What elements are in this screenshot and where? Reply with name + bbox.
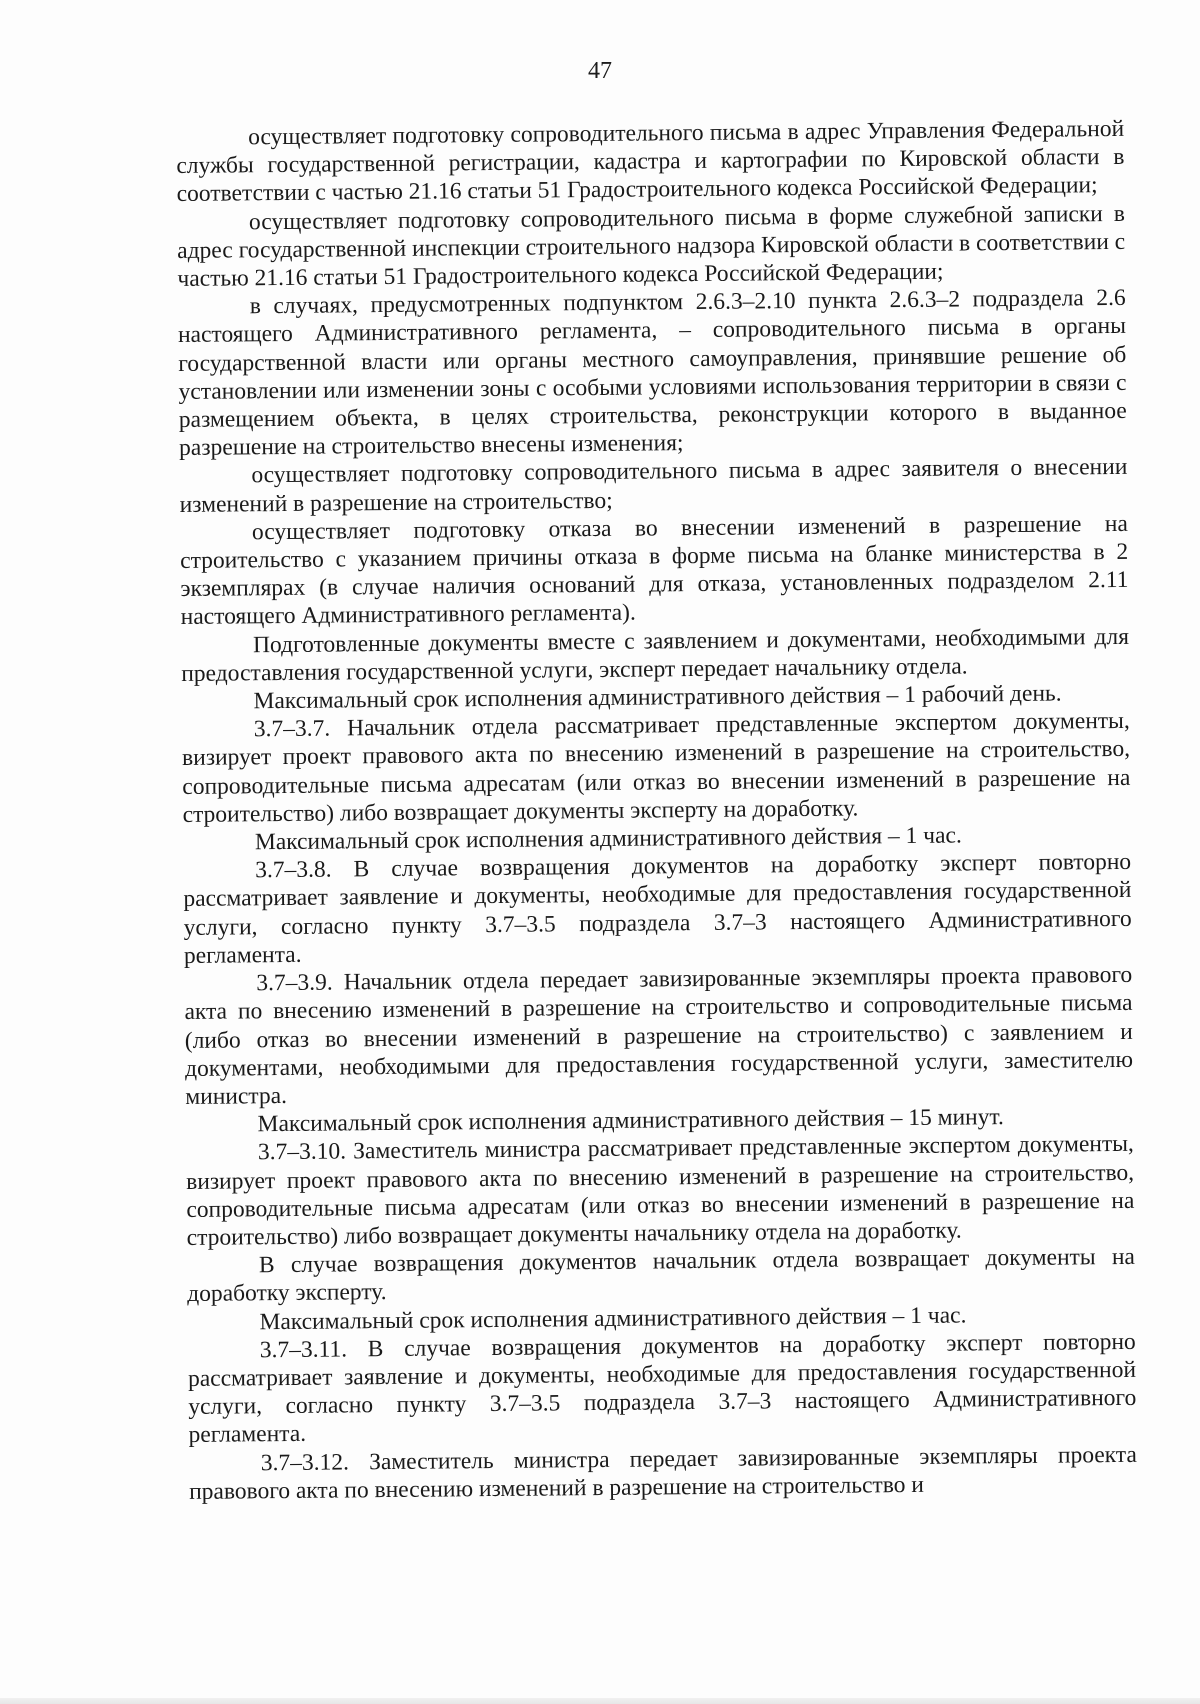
scan-bottom-edge <box>0 1698 1200 1704</box>
paragraph: 3.7–3.8. В случае возвращения документов на доработку эксперт повторно рассматривает заявление и документы, необходимые для предоставления государственной услуги, согласно пункту 3.7–3.5 подраздела 3.7–3 настоящего Административного регламента. <box>183 849 1132 969</box>
page-number: 47 <box>588 58 612 84</box>
paragraph: Максимальный срок исполнения административного действия – 1 час. <box>259 1301 967 1335</box>
paragraph: 3.7–3.10. Заместитель министра рассматривает представленные экспертом документы, визирует проект правового акта по внесению изменений в разрешение на строительство, сопроводительные письма адресатам (или отказ во внесении изменений в разрешение на строительство) либо возвращает документы начальнику отдела на доработку. <box>186 1131 1135 1251</box>
paragraph: в случаях, предусмотренных подпунктом 2.6.3–2.10 пункта 2.6.3–2 подраздела 2.6 настоящего Административного регламента, – сопроводительного письма в органы государственной власти или органы местного самоуправления, принявшие решение об установлении или изменении зоны с особыми условиями использования территории в связи с размещением объекта, в целях строительства, реконструкции которого в выданное разрешение на строительство внесены изменения; <box>177 285 1127 462</box>
paragraph: 3.7–3.9. Начальник отдела передает завизированные экземпляры проекта правового акта по внесению изменений в разрешение на строительство и сопроводительные письма (либо отказ во внесении изменений в разрешение на строительство) с заявлением и документами, необходимыми для предоставления государственной услуги, заместителю министра. <box>184 961 1134 1110</box>
paragraph: осуществляет подготовку сопроводительного письма в форме служебной записки в адрес государственной инспекции строительного надзора Кировской области в соответствии с частью 21.16 статьи 51 Градостроительного кодекса Российской Федерации; <box>177 200 1126 293</box>
paragraph: Максимальный срок исполнения административного действия – 1 час. <box>254 822 962 856</box>
paragraph: Максимальный срок исполнения административного действия – 15 минут. <box>257 1104 1004 1138</box>
paragraph: 3.7–3.12. Заместитель министра передает завизированные экземпляры проекта правового акта по внесению изменений в разрешение на строительство и <box>189 1441 1137 1505</box>
paragraph: осуществляет подготовку сопроводительного письма в адрес заявителя о внесении изменений в разрешение на строительство; <box>179 454 1128 518</box>
paragraph: В случае возвращения документов начальник отдела возвращает документы на доработку эксперту. <box>187 1243 1136 1308</box>
paragraph: осуществляет подготовку отказа во внесении изменений в разрешение на строительство с указанием причины отказа в форме письма на бланке министерства в 2 экземплярах (в случае наличия оснований для отказа, установленных подразделом 2.11 настоящего Административного регламента). <box>180 510 1129 631</box>
paragraph: Подготовленные документы вместе с заявлением и документами, необходимыми для предоставления государственной услуги, эксперт передает начальнику отдела. <box>181 623 1130 687</box>
paragraph: 3.7–3.7. Начальник отдела рассматривает представленные экспертом документы, визирует проект правового акта по внесению изменений в разрешение на строительство, сопроводительные письма адресатам (или отказ во внесении изменений в разрешение на строительство) либо возвращает документы эксперту на доработку. <box>181 708 1131 828</box>
paragraph: Максимальный срок исполнения административного действия – 1 рабочий день. <box>253 680 1062 715</box>
document-body <box>176 115 1137 1506</box>
paragraph: 3.7–3.11. В случае возвращения документов на доработку эксперт повторно рассматривает заявление и документы, необходимые для предоставления государственной услуги, согласно пункту 3.7–3.5 подраздела 3.7–3 настоящего Административного регламента. <box>187 1328 1137 1449</box>
paragraph: осуществляет подготовку сопроводительного письма в адрес Управления Федеральной службы государственной регистрации, кадастра и картографии по Кировской области в соответствии с частью 21.16 статьи 51 Градостроительного кодекса Российской Федерации; <box>176 115 1125 208</box>
